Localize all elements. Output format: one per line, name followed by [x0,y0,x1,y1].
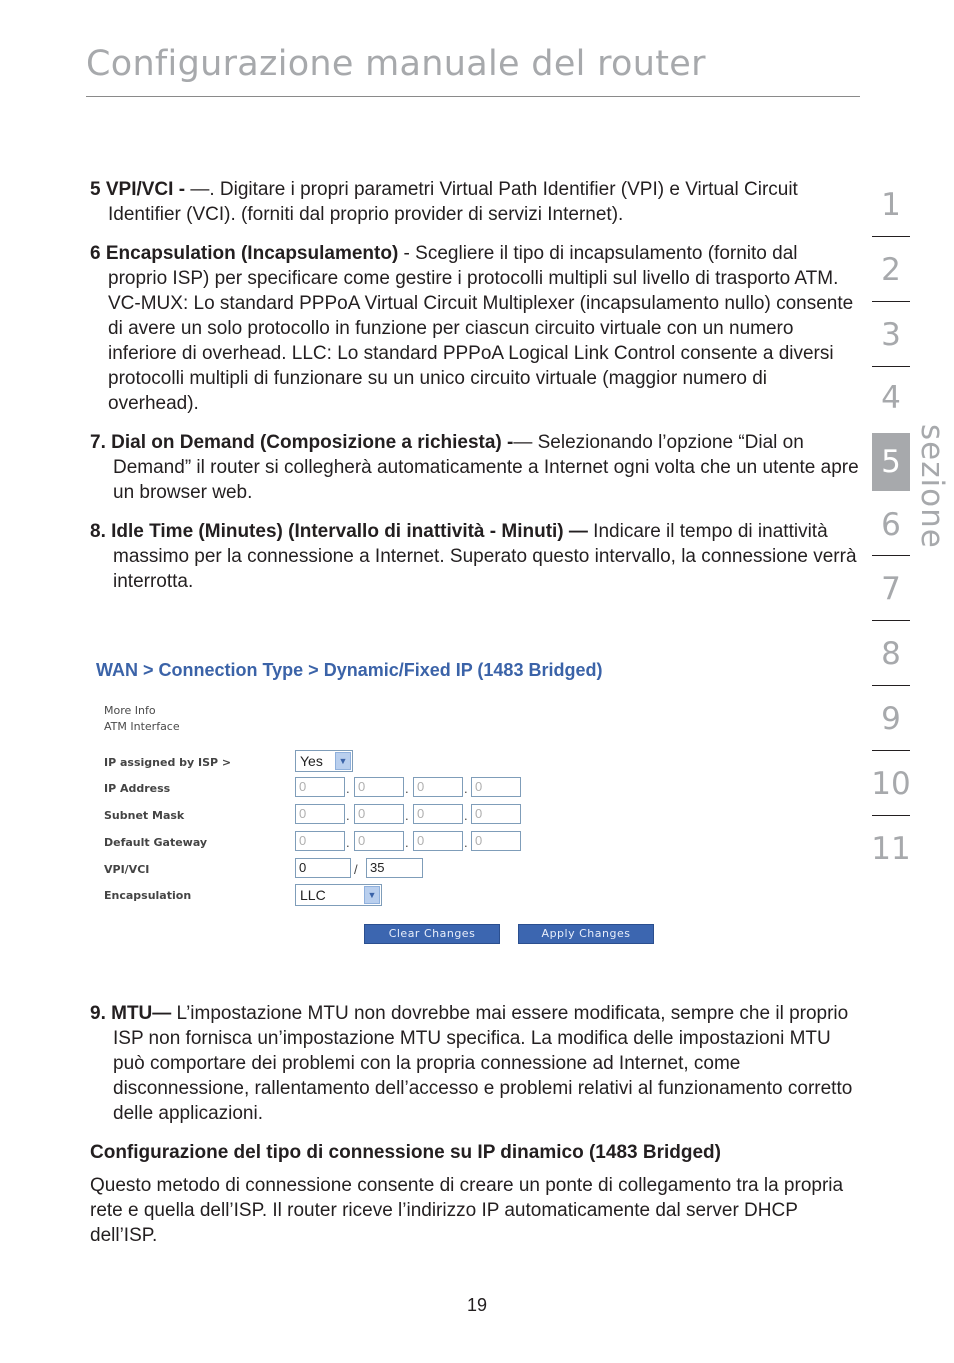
item-text: — Selezionando l’opzione “Dial on Demand” il router si collegherà automaticamente a Internet ogni volta che un utente apre un browser web. [113,432,859,503]
section-paragraph: Questo metodo di connessione consente di creare un ponte di collegamento tra la propria rete e quella dell’ISP. Il router riceve l’indirizzo IP automaticamente dal server DHCP dell’ISP. [90,1175,844,1246]
ip-assigned-value: Yes [300,753,323,769]
octet-separator: . [346,835,350,850]
encapsulation-label: Encapsulation [104,889,192,902]
item-lead: 7. Dial on Demand (Composizione a richiesta) - [90,432,514,453]
chevron-down-icon: ▼ [364,886,380,904]
ip-assigned-select[interactable] [295,750,353,772]
octet-separator: . [405,781,409,796]
section-nav-item-8[interactable]: 8 [872,621,910,686]
item-idle-time [90,519,860,594]
section-nav-item-11[interactable]: 11 [871,830,911,867]
vpi-vci-label: VPI/VCI [104,863,150,876]
section-nav-item-2[interactable]: 2 [872,237,910,302]
octet-separator: . [464,781,468,796]
title-rule [86,96,860,97]
section-heading: Configurazione del tipo di connessione su IP dinamico (1483 Bridged) [90,1142,721,1163]
section-nav-item-7[interactable]: 7 [872,556,910,621]
encapsulation-select[interactable] [295,884,382,906]
ip-address-octet-3[interactable]: 0 [413,777,463,797]
more-info-link[interactable]: More Info [104,704,156,717]
item-mtu [90,1001,860,1126]
vpi-input[interactable]: 0 [295,858,351,878]
subnet-mask-label: Subnet Mask [104,809,185,822]
subnet-mask-octet-1[interactable]: 0 [295,804,345,824]
section-nav-item-4[interactable]: 4 [881,380,901,416]
gateway-octet-3[interactable]: 0 [413,831,463,851]
octet-separator: . [346,808,350,823]
section-nav [872,172,910,881]
section-nav-item-1[interactable]: 1 [872,172,910,237]
default-gateway-label: Default Gateway [104,836,208,849]
item-lead: 6 Encapsulation (Incapsulamento) [90,243,399,264]
page-title: Configurazione manuale del router [86,44,706,84]
ip-address-octet-2[interactable]: 0 [354,777,404,797]
item-encapsulation [90,241,860,416]
octet-separator: . [464,808,468,823]
encapsulation-value: LLC [300,887,326,903]
octet-separator: . [464,835,468,850]
gateway-octet-1[interactable]: 0 [295,831,345,851]
clear-changes-button[interactable]: Clear Changes [364,924,500,944]
item-text: - Scegliere il tipo di incapsulamento (fornito dal proprio ISP) per specificare come gestire i protocolli multipli sul livello di trasporto ATM. VC-MUX: Lo standard PPPoA Virtual Circuit Multiplexer (incapsulamento nullo) consente di avere un solo protocollo in funzione per ciascun circuito virtuale con un numero inferiore di overhead. LLC: Lo standard PPPoA Logical Link Control consente a diversi protocolli multipli di funzionare su un unico circuito virtuale (maggior numero di overhead). [108,243,854,414]
lower-content [90,1001,860,1248]
item-vpi-vci [90,177,860,227]
item-text: L’impostazione MTU non dovrebbe mai essere modificata, sempre che il proprio ISP non fornisca un’impostazione MTU specifica. La modifica delle impostazioni MTU può comportare dei problemi con la propria connessione ad Internet, come disconnessione, rallentamento dell’accesso e problemi relativi al funzionamento corretto delle applicazioni. [113,1003,853,1124]
vci-input[interactable]: 35 [366,858,423,878]
ip-address-octet-4[interactable]: 0 [471,777,521,797]
page-number: 19 [466,1295,488,1315]
item-lead: 9. MTU— [90,1003,172,1024]
chevron-down-icon: ▼ [335,752,351,770]
intro-items [90,177,860,594]
item-dial-on-demand [90,430,860,505]
subnet-mask-octet-4[interactable]: 0 [471,804,521,824]
octet-separator: . [405,808,409,823]
atm-interface-label: ATM Interface [104,720,180,733]
subnet-mask-octet-2[interactable]: 0 [354,804,404,824]
section-nav-item-5[interactable]: 5 [872,433,910,491]
ip-assigned-label: IP assigned by ISP > [104,756,232,769]
item-lead: 8. Idle Time (Minutes) (Intervallo di inattività - Minuti) — [90,521,588,542]
ip-address-octet-1[interactable]: 0 [295,777,345,797]
router-breadcrumb: WAN > Connection Type > Dynamic/Fixed IP (1483 Bridged) [96,660,603,680]
item-text: Indicare il tempo di inattività massimo per la connessione a Internet. Superato questo intervallo, la connessione verrà interrotta. [113,521,857,592]
section-label: sezione [914,424,950,549]
section-nav-item-3[interactable]: 3 [872,302,910,367]
gateway-octet-2[interactable]: 0 [354,831,404,851]
octet-separator: . [405,835,409,850]
ip-address-label: IP Address [104,782,171,795]
octet-separator: . [346,781,350,796]
section-nav-item-9[interactable]: 9 [872,686,910,751]
section-nav-item-10[interactable]: 10 [872,751,910,816]
item-text: —. Digitare i propri parametri Virtual Path Identifier (VPI) e Virtual Circuit Identifier (VCI). (forniti dal proprio provider di servizi Internet). [108,179,798,225]
subnet-mask-octet-3[interactable]: 0 [413,804,463,824]
vpi-vci-separator: / [354,862,358,877]
apply-changes-button[interactable]: Apply Changes [518,924,654,944]
section-nav-item-6[interactable]: 6 [872,494,910,556]
router-config-panel [90,650,690,960]
gateway-octet-4[interactable]: 0 [471,831,521,851]
item-lead: 5 VPI/VCI - [90,179,191,200]
